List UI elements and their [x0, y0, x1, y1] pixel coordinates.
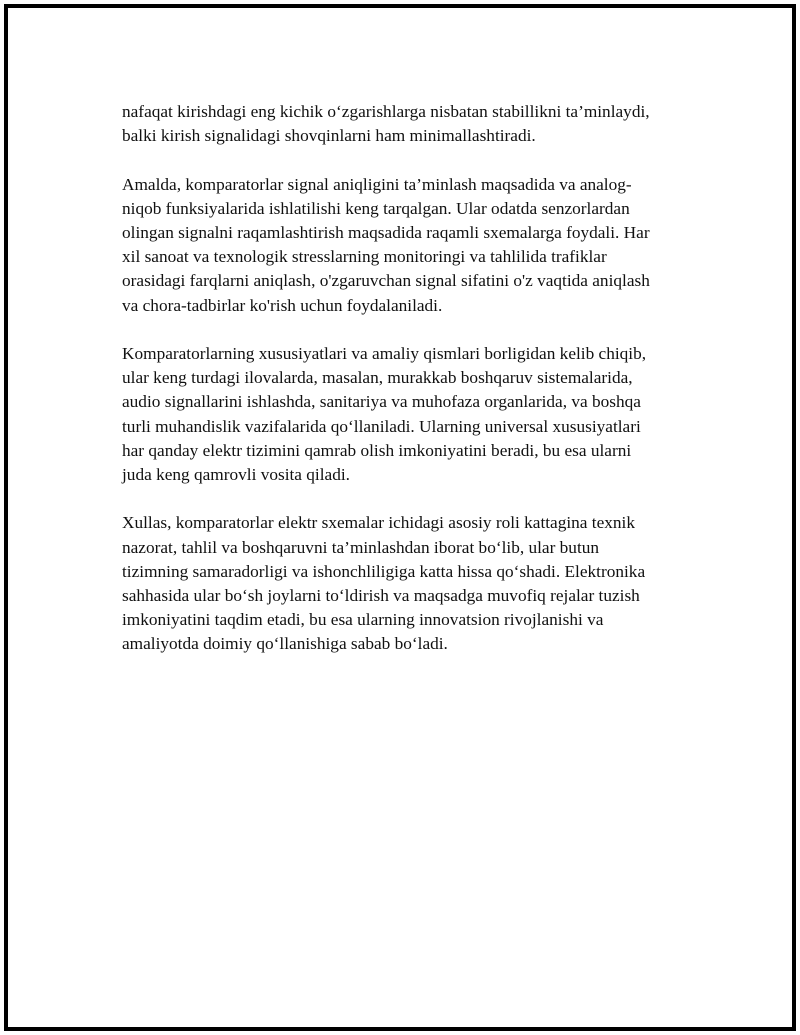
paragraph-4: [122, 511, 702, 656]
text-line: juda keng qamrovli vosita qiladi.: [122, 465, 350, 485]
text-line: ular keng turdagi ilovalarda, masalan, murakkab boshqaruv sistemalarida,: [122, 368, 633, 388]
paragraph-3: [122, 342, 702, 487]
text-line: orasidagi farqlarni aniqlash, o'zgaruvchan signal sifatini o'z vaqtida aniqlash: [122, 271, 650, 291]
text-line: xil sanoat va texnologik stresslarning monitoringi va tahlilida trafiklar: [122, 247, 607, 267]
text-line: niqob funksiyalarida ishlatilishi keng tarqalgan. Ular odatda senzorlardan: [122, 198, 630, 218]
text-line: tizimning samaradorligi va ishonchliligiga katta hissa qo‘shadi. Elektronika: [122, 561, 646, 581]
text-line: Xullas, komparatorlar elektr sxemalar ichidagi asosiy roli kattagina texnik: [122, 513, 635, 533]
page-border: [4, 4, 796, 1031]
text-line: har qanday elektr tizimini qamrab olish imkoniyatini beradi, bu esa ularni: [122, 440, 632, 460]
text-line: Komparatorlarning xususiyatlari va amaliy qismlari borligidan kelib chiqib,: [122, 344, 647, 363]
text-line: sahhasida ular bo‘sh joylarni to‘ldirish va maqsadga muvofiq rejalar tuzish: [122, 586, 640, 606]
text-line: turli muhandislik vazifalarida qo‘llaniladi. Ularning universal xususiyatlari: [122, 416, 641, 436]
text-line: Amalda, komparatorlar signal aniqligini ta’minlash maqsadida va analog-: [122, 174, 632, 194]
text-line: audio signallarini ishlashda, sanitariya va muhofaza organlarida, va boshqa: [122, 392, 641, 412]
text-line: amaliyotda doimiy qo‘llanishiga sabab bo‘ladi.: [122, 634, 448, 654]
text-line: va chora-tadbirlar ko'rish uchun foydalaniladi.: [122, 295, 443, 315]
text-line: imkoniyatini taqdim etadi, bu esa ularning innovatsion rivojlanishi va: [122, 610, 604, 630]
paragraph-1: [122, 100, 702, 148]
text-line: balki kirish signalidagi shovqinlarni ham minimallashtiradi.: [122, 126, 536, 146]
paragraph-2: [122, 173, 702, 318]
text-line: olingan signalni raqamlashtirish maqsadida raqamli sxemalarga foydali. Har: [122, 223, 650, 242]
text-line: nazorat, tahlil va boshqaruvni ta’minlashdan iborat bo‘lib, ular butun: [122, 537, 600, 557]
text-line: nafaqat kirishdagi eng kichik o‘zgarishlarga nisbatan stabillikni ta’minlaydi,: [122, 102, 650, 121]
document-body: [122, 100, 702, 681]
